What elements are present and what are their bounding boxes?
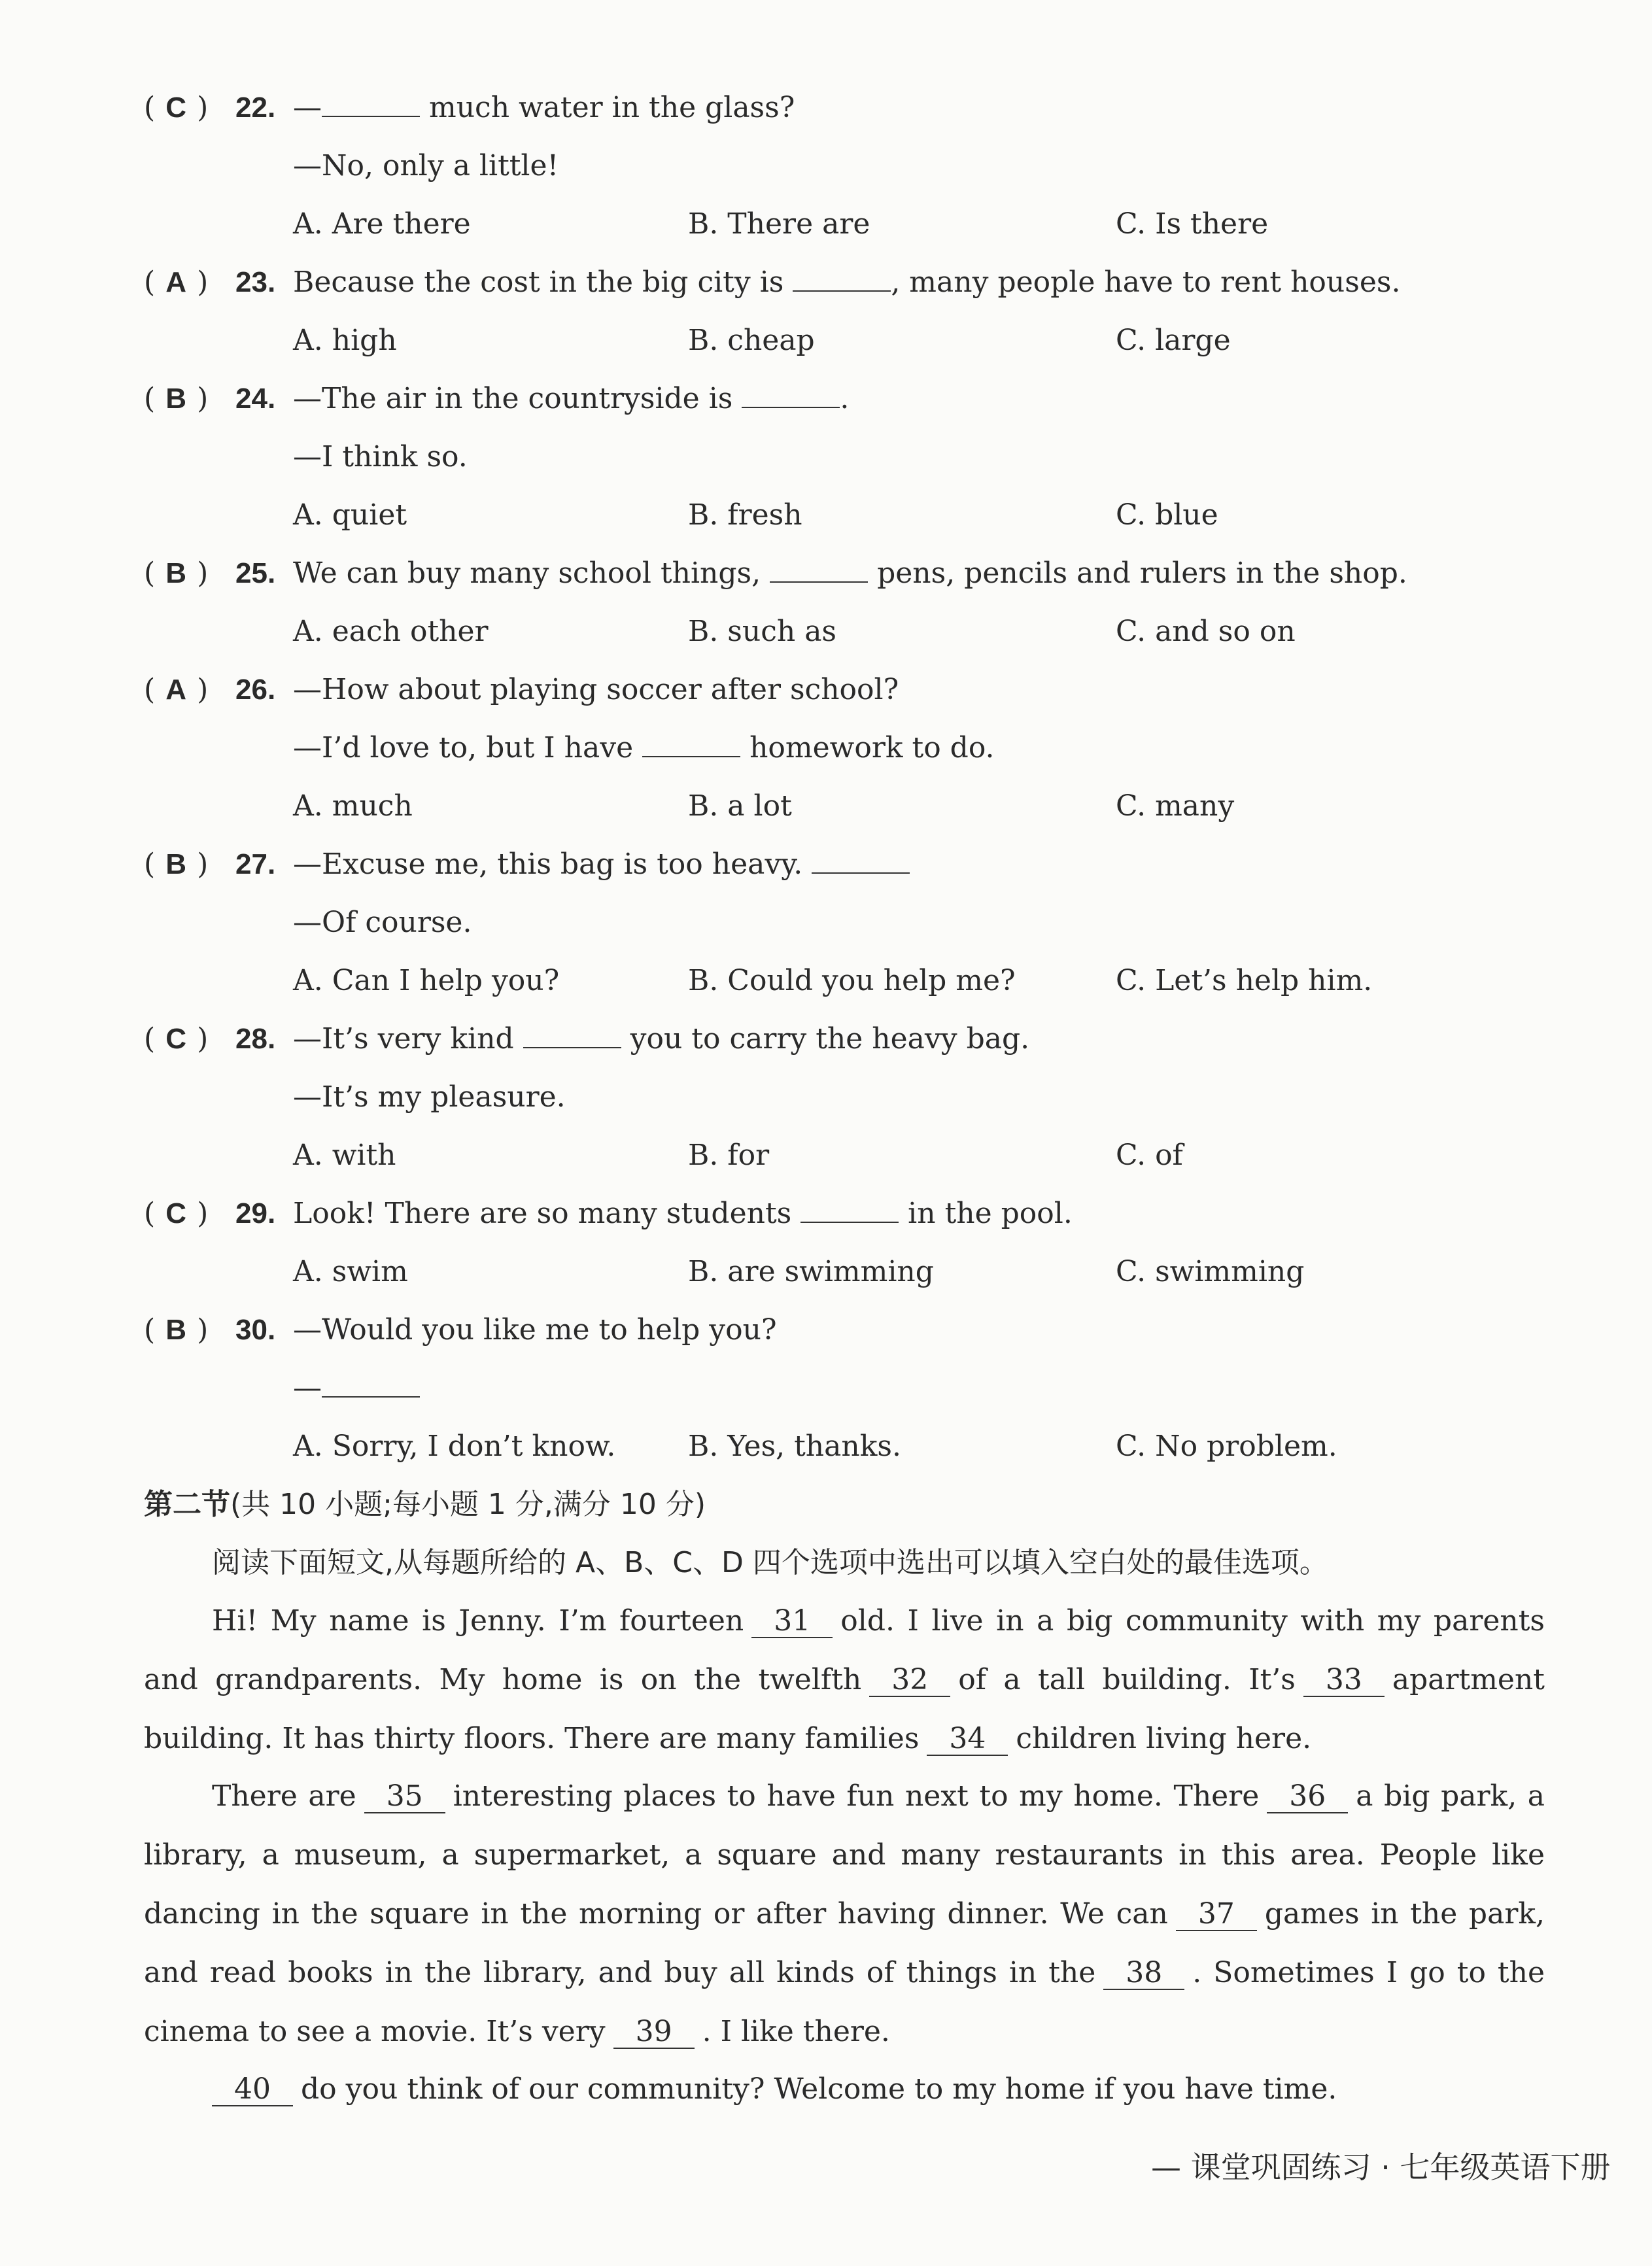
option-a: A. Can I help you? (293, 964, 560, 997)
answer-29: C (165, 1197, 187, 1229)
option-b: B. There are (688, 207, 870, 241)
question-number: 25. (235, 557, 276, 589)
answer-24: B (165, 383, 187, 415)
answer-blank (812, 846, 910, 874)
option-b: B. fresh (688, 498, 802, 532)
question-number: 27. (235, 848, 276, 880)
question-24-reply: —I think so. (293, 440, 468, 473)
option-a: A. with (293, 1139, 396, 1172)
question-stem: —It’s very kind you to carry the heavy bag. (293, 1022, 1030, 1056)
answer-blank (800, 1195, 899, 1223)
option-a: A. high (293, 324, 397, 357)
option-c: C. of (1116, 1139, 1183, 1172)
option-a: A. each other (293, 615, 489, 648)
answer-25: B (165, 557, 187, 589)
answer-30: B (165, 1314, 187, 1346)
question-27-reply: —Of course. (293, 906, 472, 939)
option-a: A. swim (293, 1255, 408, 1288)
answer-blank (322, 90, 420, 117)
option-b: B. Yes, thanks. (688, 1430, 901, 1463)
option-c: C. large (1116, 324, 1231, 357)
option-a: A. quiet (293, 498, 407, 532)
option-b: B. a lot (688, 789, 792, 823)
blank-36: 36 (1267, 1781, 1348, 1813)
question-number: 22. (235, 92, 276, 124)
answer-blank (793, 264, 891, 292)
option-c: C. Let’s help him. (1116, 964, 1373, 997)
section-title: 第二节 (144, 1488, 230, 1521)
option-c: C. and so on (1116, 615, 1296, 648)
option-a: A. Are there (293, 207, 471, 241)
option-b: B. such as (688, 615, 837, 648)
question-stem: —How about playing soccer after school? (293, 673, 899, 706)
answer-28: C (165, 1023, 187, 1055)
question-28-reply: —It’s my pleasure. (293, 1080, 566, 1114)
answer-blank (642, 730, 740, 757)
question-stem: — much water in the glass? (293, 91, 795, 124)
question-number: 29. (235, 1197, 276, 1229)
question-number: 30. (235, 1314, 276, 1346)
answer-23: A (165, 266, 187, 298)
option-c: C. swimming (1116, 1255, 1305, 1288)
section-heading (144, 1485, 706, 1524)
passage-paragraph-2: There are 35 interesting places to have fun next to my home. There 36 a big park, a library, a museum, a supermarket, a square and many restaurants in this area. People like dancing in the square in the morning or after having dinner. We can 37 games in the park, and read books in the library, and buy all kinds of things in the 38 . Sometimes I go to the cinema to see a movie. It’s very 39 . I like there. (144, 1779, 1545, 2048)
question-22-reply: —No, only a little! (293, 149, 559, 182)
blank-33: 33 (1303, 1664, 1385, 1697)
answer-blank (523, 1021, 621, 1048)
passage-paragraph-3: 40 do you think of our community? Welcome to my home if you have time. (144, 2060, 1545, 2119)
passage-paragraph-1: Hi! My name is Jenny. I’m fourteen 31 old. I live in a big community with my parents and grandparents. My home is on the twelfth 32 of a tall building. It’s 33 apartment building. It has thirty floors. There are many families 34 children living here. (144, 1604, 1545, 1755)
blank-32: 32 (869, 1664, 950, 1697)
question-number: 28. (235, 1023, 276, 1055)
page-footer: — 课堂巩固练习 · 七年级英语下册 (1151, 2150, 1611, 2185)
answer-blank (322, 1370, 420, 1398)
question-stem: —The air in the countryside is . (293, 382, 850, 415)
blank-39: 39 (613, 2016, 695, 2049)
blank-38: 38 (1103, 1957, 1184, 1990)
option-a: A. Sorry, I don’t know. (293, 1430, 616, 1463)
question-stem: We can buy many school things, pens, pencils and rulers in the shop. (293, 557, 1407, 590)
blank-34: 34 (927, 1723, 1008, 1756)
question-number: 23. (235, 266, 276, 298)
question-stem: Because the cost in the big city is , many people have to rent houses. (293, 266, 1401, 299)
answer-blank (742, 381, 840, 408)
question-stem: —Excuse me, this bag is too heavy. (293, 845, 910, 884)
section-note: (共 10 小题;每小题 1 分,满分 10 分) (230, 1488, 706, 1521)
answer-22: C (165, 92, 187, 124)
answer-blank (770, 555, 868, 583)
option-b: B. are swimming (688, 1255, 934, 1288)
worksheet-page: ( C ) 22. — much water in the glass? —No, only a little! A. Are there B. There are C. Is there ( A ) 23. Because the cost in the big city is , many people have to rent houses. A. high B. cheap C. large ( B ) 24. —The air in the countryside is . —I think so. A. quiet B. fresh C. blue ( B ) 25. We can buy many school things, pens, pencils and rulers in the shop. A. each other B. such as C. and so on ( A ) 26. —How about playing soccer after school? —I’d love to, but I have homework to do. A. much B. a lot C. many ( B ) 27. —Excuse me, this bag is too heavy. —Of course. A. Can I help you? B. Could you help me? C. Let’s help him. ( C ) 28. —It’s very kind you to carry the heavy bag. —It’s my pleasure. A. with B. for C. of ( C ) 29. Look! There are so many students in the pool. A. swim B. are swimming C. swimming ( B ) 30. —Would you like me to help you? — A. Sorry, I don’t know. B. Yes, thanks. C. No problem. 第二节(共 10 小题;每小题 1 分,满分 10 分) 阅读下面短文,从每题所给的 A、B、C、D 四个选项中选出可以填入空白处的最佳选项。 Hi! My name is Jenny. I’m fourteen 31 old. I live in a big community with my parents and grandparents. My home is on the twelfth 32 of a tall building. It’s 33 apartment building. It has thirty floors. There are many families 34 children living here. There are 35 interesting places to have fun next to my home. There 36 a big park, a library, a museum, a supermarket, a square and many restaurants in this area. People like dancing in the square in the morning or after having dinner. We can 37 games in the park, and read books in the library, and buy all kinds of things in the 38 . Sometimes I go to the cinema to see a movie. It’s very 39 . I like there. 40 do you think of our community? Welcome to my home if you have time. — 课堂巩固练习 · 七年级英语下册 (0, 0, 1652, 2266)
question-stem: —Would you like me to help you? (293, 1313, 777, 1347)
option-b: B. Could you help me? (688, 964, 1016, 997)
answer-27: B (165, 848, 187, 880)
question-number: 26. (235, 674, 276, 706)
option-c: C. many (1116, 789, 1235, 823)
option-b: B. cheap (688, 324, 815, 357)
option-b: B. for (688, 1139, 770, 1172)
question-26-reply: —I’d love to, but I have homework to do. (293, 731, 995, 764)
blank-37: 37 (1176, 1898, 1257, 1931)
option-a: A. much (293, 789, 413, 823)
blank-40: 40 (212, 2074, 293, 2106)
question-number: 24. (235, 383, 276, 415)
option-c: C. Is there (1116, 207, 1269, 241)
blank-35: 35 (364, 1781, 445, 1813)
answer-26: A (165, 674, 187, 706)
option-c: C. No problem. (1116, 1430, 1337, 1463)
question-stem: Look! There are so many students in the pool. (293, 1197, 1073, 1230)
question-30-reply: — (293, 1369, 420, 1408)
option-c: C. blue (1116, 498, 1218, 532)
blank-31: 31 (751, 1605, 833, 1638)
section-instruction: 阅读下面短文,从每题所给的 A、B、C、D 四个选项中选出可以填入空白处的最佳选项。 (212, 1546, 1328, 1579)
